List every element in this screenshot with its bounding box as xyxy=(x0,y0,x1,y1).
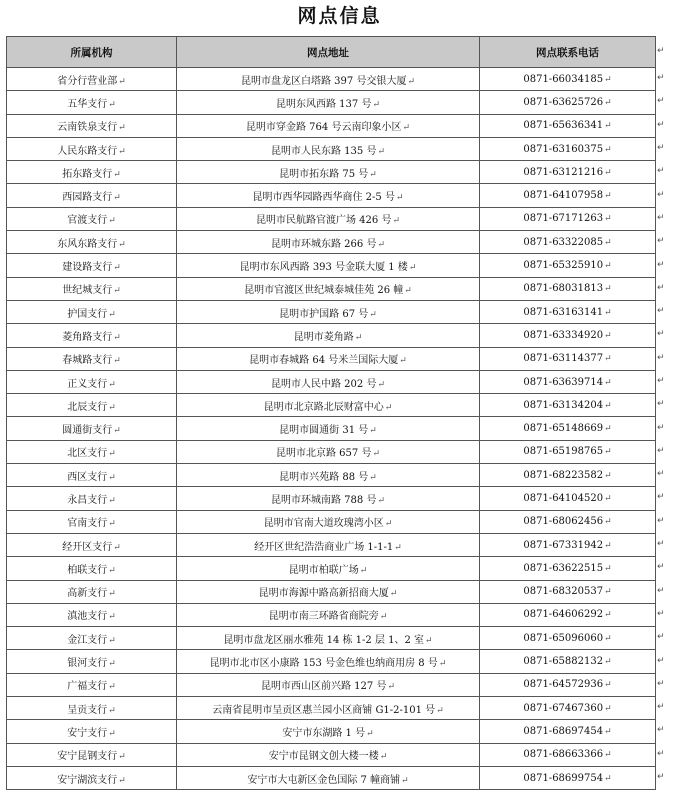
cell-address: 昆明市拓东路 75 号↵ xyxy=(177,161,480,184)
cell-address: 昆明市春城路 64 号米兰国际大厦↵ xyxy=(177,347,480,370)
table-row xyxy=(7,137,656,160)
table-row xyxy=(7,370,656,393)
cell-phone: 0871-64104520↵ xyxy=(480,487,656,510)
paragraph-mark-icon: ↵ xyxy=(604,726,612,737)
paragraph-mark-icon: ↵ xyxy=(118,146,126,157)
cell-institution: 建设路支行↵ xyxy=(7,254,177,277)
paragraph-mark-icon: ↵ xyxy=(604,237,612,248)
cell-phone: 0871-64107958↵ xyxy=(480,184,656,207)
table-row xyxy=(7,161,656,184)
table-row xyxy=(7,91,656,114)
paragraph-mark-icon: ↵ xyxy=(387,682,395,693)
cell-institution: 经开区支行↵ xyxy=(7,533,177,556)
cell-institution: 五华支行↵ xyxy=(7,91,177,114)
table-row xyxy=(7,184,656,207)
paragraph-mark-icon: ↵ xyxy=(604,633,612,644)
table-row xyxy=(7,440,656,463)
row-end-mark-icon: ↵ xyxy=(657,469,665,480)
paragraph-mark-icon: ↵ xyxy=(604,97,612,108)
cell-address: 安宁市东湖路 1 号↵ xyxy=(177,720,480,743)
paragraph-mark-icon: ↵ xyxy=(377,379,385,390)
paragraph-mark-icon: ↵ xyxy=(604,680,612,691)
table-row xyxy=(7,557,656,580)
paragraph-mark-icon: ↵ xyxy=(384,519,393,530)
cell-address: 昆明市菱角路↵ xyxy=(177,324,480,347)
table-row xyxy=(7,533,656,556)
cell-institution: 柏联支行↵ xyxy=(7,557,177,580)
table-row xyxy=(7,114,656,137)
cell-phone: 0871-63134204↵ xyxy=(480,394,656,417)
paragraph-mark-icon: ↵ xyxy=(425,635,433,646)
paragraph-mark-icon: ↵ xyxy=(604,517,612,528)
paragraph-mark-icon: ↵ xyxy=(108,682,116,693)
cell-address: 昆明市东风西路 393 号金联大厦 1 楼↵ xyxy=(177,254,480,277)
cell-phone: 0871-65325910↵ xyxy=(480,254,656,277)
table-row xyxy=(7,417,656,440)
paragraph-mark-icon: ↵ xyxy=(108,728,116,739)
paragraph-mark-icon: ↵ xyxy=(369,309,377,320)
row-end-mark-icon: ↵ xyxy=(657,143,665,154)
cell-institution: 西园路支行↵ xyxy=(7,184,177,207)
cell-institution: 高新支行↵ xyxy=(7,580,177,603)
paragraph-mark-icon: ↵ xyxy=(108,519,116,530)
table-row xyxy=(7,324,656,347)
row-end-mark-icon: ↵ xyxy=(657,608,665,619)
cell-address: 昆明市人民中路 202 号↵ xyxy=(177,370,480,393)
row-end-mark-icon: ↵ xyxy=(657,73,665,84)
paragraph-mark-icon: ↵ xyxy=(389,589,398,600)
cell-address: 昆明市人民东路 135 号↵ xyxy=(177,137,480,160)
row-end-mark-icon: ↵ xyxy=(657,236,665,247)
cell-address: 云南省昆明市呈贡区惠兰园小区商铺 G1-2-101 号↵ xyxy=(177,697,480,720)
paragraph-mark-icon: ↵ xyxy=(604,424,612,435)
paragraph-mark-icon: ↵ xyxy=(366,728,374,739)
cell-phone: 0871-64572936↵ xyxy=(480,673,656,696)
paragraph-mark-icon: ↵ xyxy=(108,449,116,460)
table-row xyxy=(7,300,656,323)
paragraph-mark-icon: ↵ xyxy=(392,216,400,227)
paragraph-mark-icon: ↵ xyxy=(108,565,116,576)
row-end-mark-icon: ↵ xyxy=(657,492,665,503)
paragraph-mark-icon: ↵ xyxy=(401,775,409,786)
table-row xyxy=(7,580,656,603)
cell-address: 经开区世纪浩浩商业广场 1-1-1↵ xyxy=(177,533,480,556)
paragraph-mark-icon: ↵ xyxy=(372,449,380,460)
cell-phone: 0871-67331942↵ xyxy=(480,533,656,556)
paragraph-mark-icon: ↵ xyxy=(372,99,380,110)
cell-institution: 银河支行↵ xyxy=(7,650,177,673)
table-row xyxy=(7,347,656,370)
row-end-mark-icon: ↵ xyxy=(657,46,665,56)
table-header-row xyxy=(7,37,656,68)
row-end-mark-icon: ↵ xyxy=(657,282,665,293)
cell-phone: 0871-65148669↵ xyxy=(480,417,656,440)
cell-phone: 0871-67467360↵ xyxy=(480,697,656,720)
paragraph-mark-icon: ↵ xyxy=(604,493,612,504)
paragraph-mark-icon: ↵ xyxy=(113,169,121,180)
cell-address: 昆明市盘龙区白塔路 397 号交银大厦↵ xyxy=(177,68,480,91)
paragraph-mark-icon: ↵ xyxy=(604,563,612,574)
row-end-mark-icon: ↵ xyxy=(657,585,665,596)
paragraph-mark-icon: ↵ xyxy=(108,309,116,320)
paragraph-mark-icon: ↵ xyxy=(604,540,612,551)
paragraph-mark-icon: ↵ xyxy=(604,191,612,202)
cell-phone: 0871-68223582↵ xyxy=(480,464,656,487)
paragraph-mark-icon: ↵ xyxy=(369,472,377,483)
row-end-mark-icon: ↵ xyxy=(657,422,665,433)
paragraph-mark-icon: ↵ xyxy=(369,426,377,437)
paragraph-mark-icon: ↵ xyxy=(108,495,116,506)
paragraph-mark-icon: ↵ xyxy=(604,330,612,341)
paragraph-mark-icon: ↵ xyxy=(108,216,116,227)
table-row xyxy=(7,603,656,626)
paragraph-mark-icon: ↵ xyxy=(108,659,116,670)
paragraph-mark-icon: ↵ xyxy=(118,775,126,786)
row-end-mark-icon: ↵ xyxy=(657,189,665,200)
paragraph-mark-icon: ↵ xyxy=(108,379,116,390)
table-row xyxy=(7,697,656,720)
cell-address: 昆明东风西路 137 号↵ xyxy=(177,91,480,114)
paragraph-mark-icon: ↵ xyxy=(108,635,116,646)
paragraph-mark-icon: ↵ xyxy=(407,76,415,87)
row-end-mark-icon: ↵ xyxy=(657,166,665,177)
cell-phone: 0871-63114377↵ xyxy=(480,347,656,370)
paragraph-mark-icon: ↵ xyxy=(118,752,126,763)
cell-address: 昆明市北京路 657 号↵ xyxy=(177,440,480,463)
paragraph-mark-icon: ↵ xyxy=(604,773,612,784)
cell-institution: 西区支行↵ xyxy=(7,464,177,487)
cell-phone: 0871-68031813↵ xyxy=(480,277,656,300)
paragraph-mark-icon: ↵ xyxy=(604,167,612,178)
cell-address: 昆明市西华园路西华商住 2-5 号↵ xyxy=(177,184,480,207)
cell-institution: 滇池支行↵ xyxy=(7,603,177,626)
cell-phone: 0871-63121216↵ xyxy=(480,161,656,184)
cell-institution: 东风东路支行↵ xyxy=(7,231,177,254)
paragraph-mark-icon: ↵ xyxy=(384,402,393,413)
paragraph-mark-icon: ↵ xyxy=(604,354,612,365)
cell-institution: 官渡支行↵ xyxy=(7,207,177,230)
row-end-mark-icon: ↵ xyxy=(657,515,665,526)
cell-address: 昆明市西山区前兴路 127 号↵ xyxy=(177,673,480,696)
cell-address: 安宁市昆钢文创大楼一楼↵ xyxy=(177,743,480,766)
paragraph-mark-icon: ↵ xyxy=(604,657,612,668)
paragraph-mark-icon: ↵ xyxy=(113,542,121,553)
paragraph-mark-icon: ↵ xyxy=(359,565,368,576)
row-end-mark-icon: ↵ xyxy=(657,119,665,130)
cell-institution: 安宁昆钢支行↵ xyxy=(7,743,177,766)
paragraph-mark-icon: ↵ xyxy=(113,356,121,367)
paragraph-mark-icon: ↵ xyxy=(604,703,612,714)
table-row xyxy=(7,743,656,766)
row-end-mark-icon: ↵ xyxy=(657,562,665,573)
cell-phone: 0871-65096060↵ xyxy=(480,627,656,650)
paragraph-mark-icon: ↵ xyxy=(113,426,121,437)
row-end-mark-icon: ↵ xyxy=(657,259,665,270)
cell-address: 昆明市圆通街 31 号↵ xyxy=(177,417,480,440)
paragraph-mark-icon: ↵ xyxy=(604,400,612,411)
paragraph-mark-icon: ↵ xyxy=(108,99,116,110)
header-institution: 所属机构 xyxy=(7,37,177,68)
paragraph-mark-icon: ↵ xyxy=(604,261,612,272)
cell-institution: 官南支行↵ xyxy=(7,510,177,533)
cell-institution: 永昌支行↵ xyxy=(7,487,177,510)
paragraph-mark-icon: ↵ xyxy=(604,214,612,225)
cell-institution: 省分行营业部↵ xyxy=(7,68,177,91)
paragraph-mark-icon: ↵ xyxy=(395,193,404,204)
table-row xyxy=(7,650,656,673)
cell-phone: 0871-63622515↵ xyxy=(480,557,656,580)
row-end-mark-icon: ↵ xyxy=(657,96,665,107)
paragraph-mark-icon: ↵ xyxy=(379,612,388,623)
table-row xyxy=(7,627,656,650)
row-end-mark-icon: ↵ xyxy=(657,539,665,550)
cell-address: 昆明市护国路 67 号↵ xyxy=(177,300,480,323)
cell-address: 昆明市海源中路高新招商大厦↵ xyxy=(177,580,480,603)
table-row xyxy=(7,207,656,230)
cell-phone: 0871-65198765↵ xyxy=(480,440,656,463)
paragraph-mark-icon: ↵ xyxy=(377,239,385,250)
row-end-mark-icon: ↵ xyxy=(657,399,665,410)
paragraph-mark-icon: ↵ xyxy=(604,121,612,132)
cell-institution: 人民东路支行↵ xyxy=(7,137,177,160)
paragraph-mark-icon: ↵ xyxy=(604,470,612,481)
table-row xyxy=(7,673,656,696)
table-row xyxy=(7,487,656,510)
cell-institution: 北辰支行↵ xyxy=(7,394,177,417)
branch-table xyxy=(6,36,656,790)
cell-phone: 0871-65882132↵ xyxy=(480,650,656,673)
row-end-mark-icon: ↵ xyxy=(657,352,665,363)
header-address: 网点地址 xyxy=(177,37,480,68)
cell-address: 昆明市官南大道玫瑰湾小区↵ xyxy=(177,510,480,533)
cell-phone: 0871-63639714↵ xyxy=(480,370,656,393)
paragraph-mark-icon: ↵ xyxy=(408,263,417,274)
paragraph-mark-icon: ↵ xyxy=(118,76,126,87)
cell-address: 昆明市柏联广场↵ xyxy=(177,557,480,580)
paragraph-mark-icon: ↵ xyxy=(113,193,121,204)
cell-institution: 呈贡支行↵ xyxy=(7,697,177,720)
cell-institution: 护国支行↵ xyxy=(7,300,177,323)
row-end-mark-icon: ↵ xyxy=(657,655,665,666)
paragraph-mark-icon: ↵ xyxy=(108,472,116,483)
paragraph-mark-icon: ↵ xyxy=(113,263,121,274)
cell-phone: 0871-68062456↵ xyxy=(480,510,656,533)
paragraph-mark-icon: ↵ xyxy=(113,332,121,343)
cell-phone: 0871-67171263↵ xyxy=(480,207,656,230)
paragraph-mark-icon: ↵ xyxy=(604,750,612,761)
paragraph-mark-icon: ↵ xyxy=(604,587,612,598)
cell-phone: 0871-68320537↵ xyxy=(480,580,656,603)
paragraph-mark-icon: ↵ xyxy=(113,286,121,297)
paragraph-mark-icon: ↵ xyxy=(118,123,126,134)
cell-institution: 春城路支行↵ xyxy=(7,347,177,370)
cell-institution: 北区支行↵ xyxy=(7,440,177,463)
document-title: 网点信息 xyxy=(297,5,382,27)
table-row xyxy=(7,766,656,789)
cell-phone: 0871-63322085↵ xyxy=(480,231,656,254)
cell-phone: 0871-68697454↵ xyxy=(480,720,656,743)
paragraph-mark-icon: ↵ xyxy=(402,123,410,134)
cell-phone: 0871-66034185↵ xyxy=(480,68,656,91)
cell-phone: 0871-68663366↵ xyxy=(480,743,656,766)
paragraph-mark-icon: ↵ xyxy=(118,239,126,250)
paragraph-mark-icon: ↵ xyxy=(438,659,447,670)
paragraph-mark-icon: ↵ xyxy=(604,377,612,388)
paragraph-mark-icon: ↵ xyxy=(369,169,377,180)
cell-phone: 0871-63160375↵ xyxy=(480,137,656,160)
cell-address: 昆明市北京路北辰财富中心↵ xyxy=(177,394,480,417)
header-phone: 网点联系电话 xyxy=(480,37,656,68)
table-row xyxy=(7,68,656,91)
paragraph-mark-icon: ↵ xyxy=(108,589,116,600)
cell-address: 昆明市北市区小康路 153 号金色维也纳商用房 8 号↵ xyxy=(177,650,480,673)
cell-institution: 广福支行↵ xyxy=(7,673,177,696)
paragraph-mark-icon: ↵ xyxy=(394,542,402,553)
cell-institution: 拓东路支行↵ xyxy=(7,161,177,184)
paragraph-mark-icon: ↵ xyxy=(604,610,612,621)
cell-address: 昆明市南三环路省商院旁↵ xyxy=(177,603,480,626)
paragraph-mark-icon: ↵ xyxy=(604,307,612,318)
paragraph-mark-icon: ↵ xyxy=(354,332,363,343)
cell-institution: 金江支行↵ xyxy=(7,627,177,650)
row-end-mark-icon: ↵ xyxy=(657,329,665,340)
table-row xyxy=(7,231,656,254)
table-row xyxy=(7,510,656,533)
paragraph-mark-icon: ↵ xyxy=(379,752,388,763)
paragraph-mark-icon: ↵ xyxy=(399,356,407,367)
row-end-mark-icon: ↵ xyxy=(657,748,665,759)
paragraph-mark-icon: ↵ xyxy=(604,284,612,295)
paragraph-mark-icon: ↵ xyxy=(604,144,612,155)
cell-phone: 0871-63334920↵ xyxy=(480,324,656,347)
cell-phone: 0871-64606292↵ xyxy=(480,603,656,626)
cell-phone: 0871-63163141↵ xyxy=(480,300,656,323)
paragraph-mark-icon: ↵ xyxy=(108,705,116,716)
cell-institution: 安宁支行↵ xyxy=(7,720,177,743)
paragraph-mark-icon: ↵ xyxy=(377,495,385,506)
paragraph-mark-icon: ↵ xyxy=(404,286,412,297)
row-end-mark-icon: ↵ xyxy=(657,772,665,783)
cell-address: 昆明市穿金路 764 号云南印象小区↵ xyxy=(177,114,480,137)
cell-institution: 云南铁泉支行↵ xyxy=(7,114,177,137)
cell-institution: 安宁湖滨支行↵ xyxy=(7,766,177,789)
cell-phone: 0871-63625726↵ xyxy=(480,91,656,114)
paragraph-mark-icon: ↵ xyxy=(377,146,385,157)
paragraph-mark-icon: ↵ xyxy=(436,705,444,716)
row-end-mark-icon: ↵ xyxy=(657,445,665,456)
row-end-mark-icon: ↵ xyxy=(657,702,665,713)
cell-address: 昆明市环城南路 788 号↵ xyxy=(177,487,480,510)
paragraph-mark-icon: ↵ xyxy=(604,447,612,458)
paragraph-mark-icon: ↵ xyxy=(604,74,612,85)
cell-address: 昆明市环城东路 266 号↵ xyxy=(177,231,480,254)
paragraph-mark-icon: ↵ xyxy=(108,612,116,623)
cell-institution: 世纪城支行↵ xyxy=(7,277,177,300)
row-end-mark-icon: ↵ xyxy=(657,678,665,689)
row-end-mark-icon: ↵ xyxy=(657,725,665,736)
cell-address: 昆明市民航路官渡广场 426 号↵ xyxy=(177,207,480,230)
cell-address: 昆明市官渡区世纪城泰城佳苑 26 幢↵ xyxy=(177,277,480,300)
cell-phone: 0871-68699754↵ xyxy=(480,766,656,789)
row-end-mark-icon: ↵ xyxy=(657,306,665,317)
row-end-mark-icon: ↵ xyxy=(657,212,665,223)
paragraph-mark-icon: ↵ xyxy=(108,402,116,413)
cell-institution: 菱角路支行↵ xyxy=(7,324,177,347)
row-end-mark-icon: ↵ xyxy=(657,632,665,643)
cell-institution: 圆通街支行↵ xyxy=(7,417,177,440)
cell-address: 昆明市盘龙区丽水雅苑 14 栋 1-2 层 1、2 室↵ xyxy=(177,627,480,650)
table-row xyxy=(7,254,656,277)
table-row xyxy=(7,464,656,487)
table-row xyxy=(7,277,656,300)
cell-institution: 正义支行↵ xyxy=(7,370,177,393)
table-row xyxy=(7,394,656,417)
table-row xyxy=(7,720,656,743)
cell-address: 安宁市大屯新区金色国际 7 幢商铺↵ xyxy=(177,766,480,789)
cell-phone: 0871-65636341↵ xyxy=(480,114,656,137)
cell-address: 昆明市兴苑路 88 号↵ xyxy=(177,464,480,487)
row-end-mark-icon: ↵ xyxy=(657,376,665,386)
